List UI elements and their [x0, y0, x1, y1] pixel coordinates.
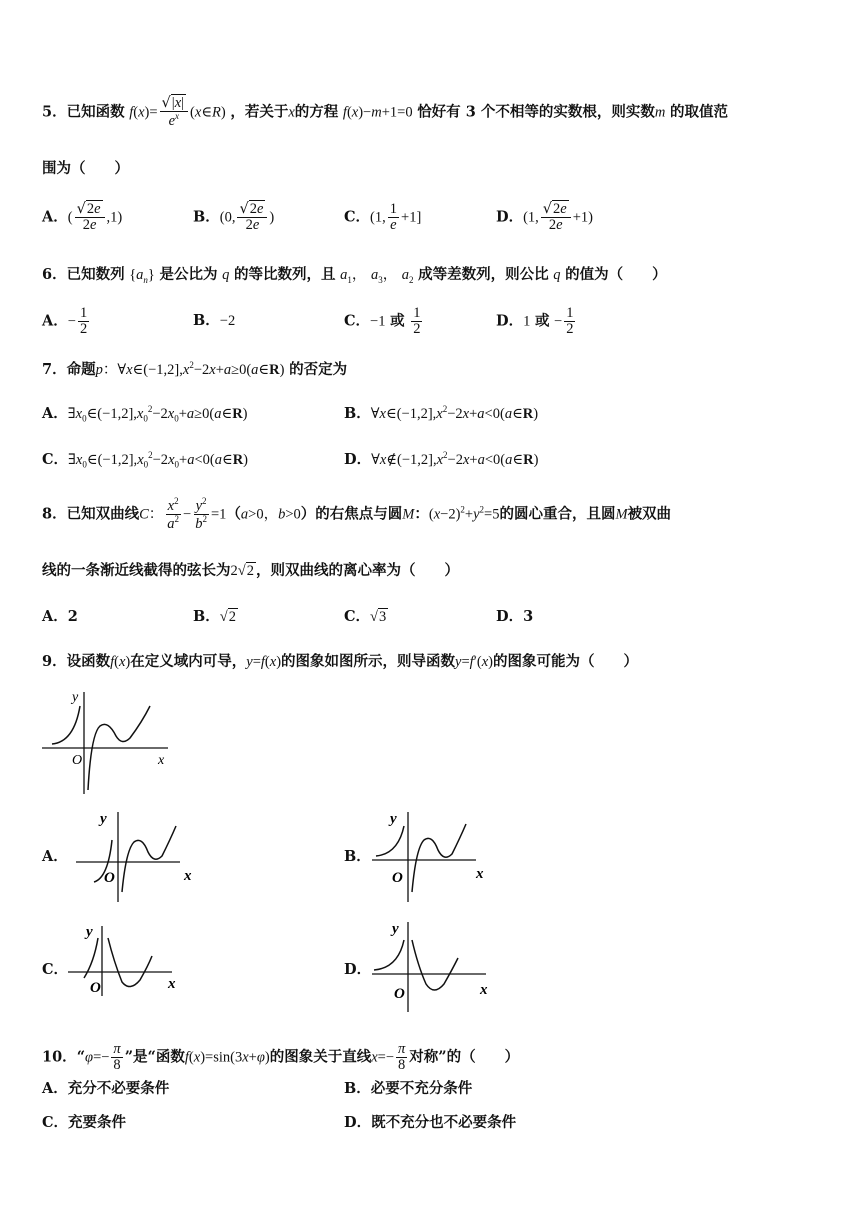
q9-option-d-label[interactable]: D． [344, 961, 372, 978]
origin-label: O [72, 753, 83, 768]
svg-text:y: y [100, 811, 107, 827]
svg-text:y: y [392, 921, 399, 937]
q5-option-b[interactable]: B．(0, $\frac{√2e}{2e}$ ) [193, 201, 275, 234]
q7-option-c[interactable]: C．$\exists x_0\in(-1,2],x_0^2-2x_0+a<0(a\in R)$ [42, 450, 249, 470]
q10-option-c[interactable]: C．充要条件 [42, 1114, 127, 1131]
q10-option-a[interactable]: A．充分不必要条件 [42, 1080, 170, 1097]
q8-option-d[interactable]: D．3 [496, 608, 534, 625]
q5-number: 5．已知函数 [42, 103, 125, 121]
q9-option-c-label[interactable]: C． [42, 961, 69, 978]
q7-option-d[interactable]: D．$\forall x\notin(-1,2],x^2-2x+a<0(a\in R)$ [344, 450, 539, 468]
q6-option-b[interactable]: B．−2 [193, 312, 236, 329]
svg-text:x: x [476, 866, 484, 882]
q5-option-c[interactable]: C．(1, $\frac{1}{e}$ +1] [344, 201, 422, 234]
axis-x-label: x [158, 753, 165, 768]
question-10-line-1: 10．“φ=− $\frac{\pi}{8}$ ”是“函数f(x)=sin(3x+φ)的图象关于直线x=− $\frac{\pi}{8}$ 对称”的（ ） [42, 1041, 520, 1074]
q6-option-d[interactable]: D．1 或 − $\frac{1}{2}$ [496, 305, 574, 338]
q10-option-b[interactable]: B．必要不充分条件 [344, 1080, 473, 1097]
q5-option-d[interactable]: D．(1, $\frac{√2e}{2e}$ +1) [496, 201, 593, 234]
q10-option-d[interactable]: D．既不充分也不必要条件 [344, 1114, 517, 1131]
question-5-line-2: 围为（ ） [42, 160, 129, 177]
axis-y-label: y [72, 690, 79, 705]
q6-option-a[interactable]: A．− $\frac{1}{2}$ [42, 305, 88, 338]
q8-option-b[interactable]: B．√2 [193, 608, 236, 625]
svg-text:O: O [392, 870, 403, 886]
svg-text:y: y [86, 924, 93, 940]
q9-option-a-label[interactable]: A． [42, 848, 68, 865]
q7-option-b[interactable]: B．$\forall x\in(-1,2],x^2-2x+a<0(a\in R)$ [344, 404, 539, 422]
q9-option-b-graph[interactable] [368, 806, 498, 906]
svg-text:O: O [90, 980, 101, 996]
svg-text:x: x [480, 982, 488, 998]
q5-option-a[interactable]: A．( $\frac{√2e}{2e}$ ,1) [42, 201, 123, 234]
question-8-line-2: 线的一条渐近线截得的弦长为2√2 ，则双曲线的离心率为（ ） [42, 562, 459, 579]
question-5-line-1: 5．已知函数 f(x)= $\frac{√|x|}{e^x}$ (x∈R) ，若关于x的方程 f(x)−m+1=0 恰好有 3 个不相等的实数根，则实数m 的取值范 [42, 95, 728, 130]
question-9-line-1: 9．设函数f(x)在定义域内可导，y=f(x)的图象如图所示，则导函数y=f′(x)的图象可能为（ ） [42, 653, 638, 670]
q9-option-a-graph[interactable] [72, 806, 202, 906]
svg-text:x: x [184, 868, 192, 884]
svg-text:y: y [390, 811, 397, 827]
q9-option-c-graph[interactable] [66, 922, 186, 998]
q9-main-graph [38, 686, 174, 798]
q7-option-a[interactable]: A．$\exists x_0\in(-1,2],x_0^2-2x_0+a\ge 0(a\in R)$ [42, 404, 248, 424]
svg-text:O: O [104, 870, 115, 886]
q9-option-b-label[interactable]: B． [344, 848, 371, 865]
q8-option-a[interactable]: A．2 [42, 608, 78, 625]
question-6-line-1: 6．已知数列 $\{a_n\}$ 是公比为 q 的等比数列，且 $a_1$， $a_3$， $a_2$ 成等差数列，则公比 q 的值为（ ） [42, 266, 667, 285]
q9-option-d-graph[interactable] [368, 918, 498, 1014]
svg-text:O: O [394, 986, 405, 1002]
q6-option-c[interactable]: C．−1 或 $\frac{1}{2}$ [344, 305, 421, 338]
question-8-line-1: 8．已知双曲线C： $\frac{x^2}{a^2}$ − $\frac{y^2}{b^2}$ =1（a>0，b>0）的右焦点与圆M：$(x-2)^2+y^2=5$的圆心重合，且圆M被双曲 [42, 496, 672, 532]
q5-function-formula: f [129, 104, 134, 121]
svg-text:x: x [168, 976, 176, 992]
q8-option-c[interactable]: C．√3 [344, 608, 387, 625]
question-7-line-1: 7．命题p：$\forall x\in(-1,2],x^2-2x+a\ge 0(a\in R)$ 的否定为 [42, 360, 348, 378]
